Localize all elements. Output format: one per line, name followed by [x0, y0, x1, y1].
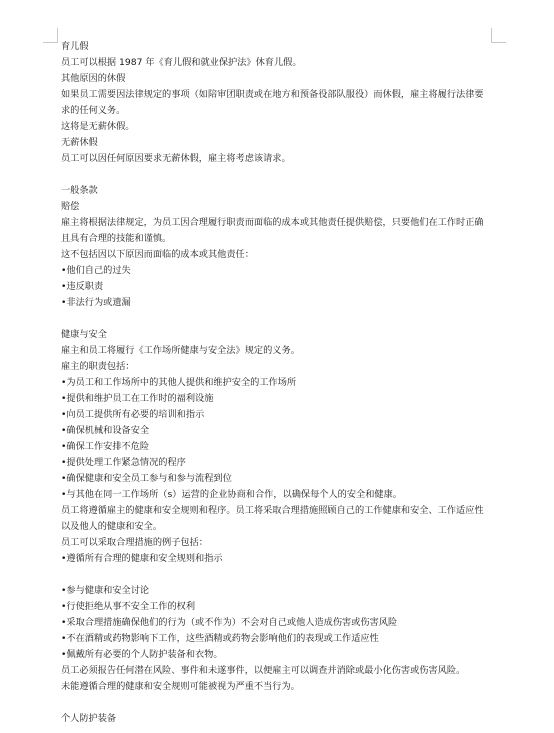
document-body — [61, 39, 491, 727]
paragraph-line: 雇主和员工将履行《工作场所健康与安全法》规定的义务。 — [61, 345, 300, 356]
bullet-item: •佩戴所有必要的个人防护装备和衣物。 — [61, 649, 223, 660]
paragraph-line: 员工必须报告任何潜在风险、事件和未遂事件，以便雇主可以调查并消除或最小化伤害或伤害风险。 — [61, 665, 466, 676]
bullet-item: •确保机械和设备安全 — [61, 425, 150, 436]
bullet-item: •向员工提供所有必要的培训和指示 — [61, 409, 205, 420]
bullet-item: •他们自己的过失 — [61, 265, 131, 276]
paragraph-line: 如果员工需要因法律规定的事项（如陪审团职责或在地方和预备役部队服役）而休假，雇主将履行法律要求的任何义务。 — [61, 89, 484, 116]
bullet-item: •采取合理措施确保他们的行为（或不作为）不会对自己或他人造成伤害或伤害风险 — [61, 617, 398, 628]
paragraph-line: 育儿假 — [61, 41, 89, 52]
blank-line — [61, 167, 491, 183]
paragraph-line: 健康与安全 — [61, 329, 107, 340]
paragraph-line: 雇主将根据法律规定，为员工因合理履行职责而面临的成本或其他责任提供赔偿，只要他们在工作时正确且具有合理的技能和谨慎。 — [61, 217, 484, 244]
bullet-item: •不在酒精或药物影响下工作，这些酒精或药物会影响他们的表现或工作适应性 — [61, 633, 379, 644]
bullet-item: •为员工和工作场所中的其他人提供和维护安全的工作场所 — [61, 377, 297, 388]
page-corner-mark-top-left — [43, 28, 58, 43]
bullet-item: •违反职责 — [61, 281, 104, 292]
bullet-item: •提供和维护员工在工作时的福利设施 — [61, 393, 214, 404]
paragraph-line: 员工可以根据 1987 年《育儿假和就业保护法》休育儿假。 — [61, 57, 302, 68]
paragraph-line: 无薪休假 — [61, 137, 98, 148]
page-corner-mark-top-right — [491, 28, 506, 43]
paragraph-line: 未能遵循合理的健康和安全规则可能被视为严重不当行为。 — [61, 681, 300, 692]
bullet-item: •遵循所有合理的健康和安全规则和指示 — [61, 553, 223, 564]
paragraph-line: 员工可以因任何原因要求无薪休假，雇主将考虑该请求。 — [61, 153, 291, 164]
paragraph-line: 这将是无薪休假。 — [61, 121, 135, 132]
bullet-item: •参与健康和安全讨论 — [61, 585, 150, 596]
paragraph-line: 其他原因的休假 — [61, 73, 126, 84]
bullet-item: •行使拒绝从事不安全工作的权利 — [61, 601, 196, 612]
paragraph-line: 个人防护装备 — [61, 713, 117, 724]
paragraph-line: 员工将遵循雇主的健康和安全规则和程序。员工将采取合理措施照顾自己的工作健康和安全、工作适应性以及他人的健康和安全。 — [61, 505, 484, 532]
blank-line — [61, 567, 491, 583]
paragraph-line: 员工可以采取合理措施的例子包括： — [61, 537, 208, 548]
paragraph-line: 这不包括因以下原因而面临的成本或其他责任： — [61, 249, 254, 260]
bullet-item: •确保健康和安全员工参与和参与流程到位 — [61, 473, 232, 484]
bullet-item: •确保工作安排不危险 — [61, 441, 150, 452]
paragraph-line: 雇主的职责包括： — [61, 361, 135, 372]
blank-line — [61, 311, 491, 327]
bullet-item: •与其他在同一工作场所（s）运营的企业协商和合作，以确保每个人的安全和健康。 — [61, 489, 402, 500]
bullet-item: •非法行为或遗漏 — [61, 297, 131, 308]
paragraph-line: 赔偿 — [61, 201, 80, 212]
paragraph-line: 一般条款 — [61, 185, 98, 196]
blank-line — [61, 695, 491, 711]
bullet-item: •提供处理工作紧急情况的程序 — [61, 457, 186, 468]
